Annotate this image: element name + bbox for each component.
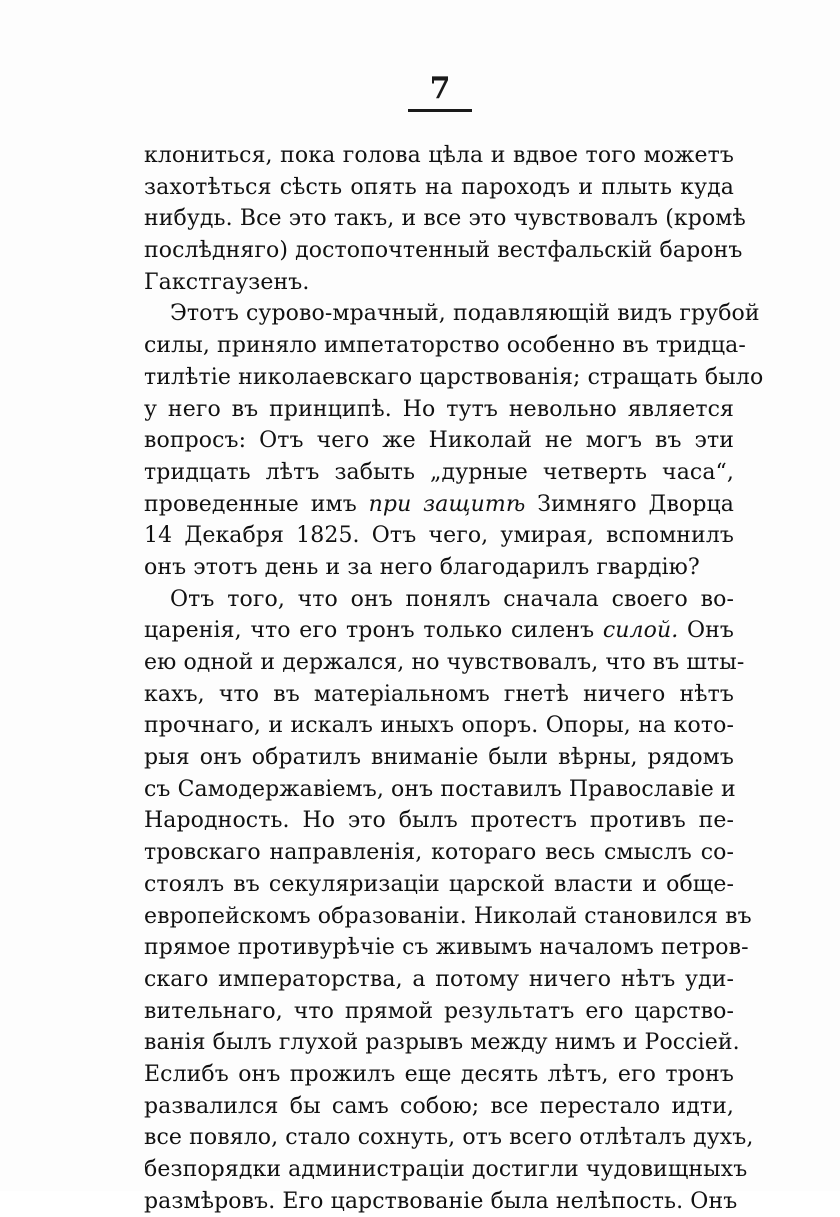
text-line: кахъ, что въ матеріальномъ гнетѣ ничего нѣтъ: [144, 681, 734, 707]
text-line: Этотъ сурово-мрачный, подавляющій видъ грубой: [170, 301, 760, 327]
text-line: размѣровъ. Его царствованіе была нелѣпость. Онъ: [144, 1188, 738, 1214]
text-line: захотѣться сѣсть опять на пароходъ и плыть куда: [144, 174, 734, 200]
text-line: [144, 489, 734, 521]
text-line: тилѣтіе николаевскаго царствованія; стращать было: [144, 364, 764, 390]
text-line: европейскомъ образованіи. Николай становился въ: [144, 903, 752, 929]
italic-run: при защитѣ: [368, 491, 526, 517]
text-line: у него въ принципѣ. Но тутъ невольно является: [144, 396, 734, 422]
text-line: съ Самодержавіемъ, онъ поставилъ Православіе и: [144, 776, 736, 802]
italic-run: силой.: [602, 618, 679, 644]
text-line: Еслибъ онъ прожилъ еще десять лѣтъ, его тронъ: [144, 1061, 734, 1087]
text-line: онъ этотъ день и за него благодарилъ гвардію?: [144, 554, 700, 580]
text-line: 14 Декабря 1825. Отъ чего, умирая, вспомнилъ: [144, 523, 734, 549]
text-run: Онъ: [678, 618, 735, 644]
body-text: [144, 140, 764, 1217]
page-number-rule: [408, 109, 472, 112]
text-line: тровскаго направленія, котораго весь смыслъ со-: [144, 840, 734, 866]
text-line: прочнаго, и искалъ иныхъ опоръ. Опоры, на кото-: [144, 713, 734, 739]
text-line: развалился бы самъ собою; все перестало идти,: [144, 1093, 734, 1119]
text-line: клониться, пока голова цѣла и вдвое того можетъ: [144, 143, 734, 168]
text-line: скаго императорства, а потому ничего нѣтъ уди-: [144, 966, 734, 992]
text-line: нибудь. Все это такъ, и все это чувствовалъ (кромѣ: [144, 206, 746, 232]
text-line: Отъ того, что онъ понялъ сначала своего во-: [170, 586, 734, 612]
text-run: Зимняго Дворца: [525, 491, 734, 517]
text-line: рыя онъ обратилъ вниманіе были вѣрны, рядомъ: [144, 745, 734, 771]
text-line: Гакстгаузенъ.: [144, 269, 310, 295]
text-line: силы, приняло импетаторство особенно въ тридца-: [144, 333, 746, 359]
text-line: [144, 615, 734, 647]
text-run: царенія, что его тронъ только силенъ: [144, 618, 603, 644]
text-line: стоялъ въ секуляризаціи царской власти и обще-: [144, 871, 734, 897]
text-line: безпорядки администраціи достигли чудовищныхъ: [144, 1157, 748, 1182]
text-run: проведенные имъ: [144, 491, 369, 517]
text-line: ванія былъ глухой разрывъ между нимъ и Россіей.: [144, 1030, 740, 1056]
text-line: тридцать лѣтъ забыть „дурные четверть часа“,: [144, 459, 734, 485]
text-line: ею одной и держался, но чувствовалъ, что въ шты-: [144, 650, 745, 675]
text-line: вопросъ: Отъ чего же Николай не могъ въ эти: [144, 428, 734, 454]
text-line: послѣдняго) достопочтенный вестфальскій баронъ: [144, 238, 743, 264]
text-line: прямое противурѣчіе съ живымъ началомъ петров-: [144, 935, 749, 961]
text-line: все повяло, стало сохнуть, отъ всего отлѣталъ духъ,: [144, 1125, 754, 1151]
text-line: вительнаго, что прямой результатъ его царство-: [144, 998, 734, 1024]
text-line: Народность. Но это былъ протестъ противъ пе-: [144, 808, 734, 834]
page-number: 7: [429, 71, 451, 106]
